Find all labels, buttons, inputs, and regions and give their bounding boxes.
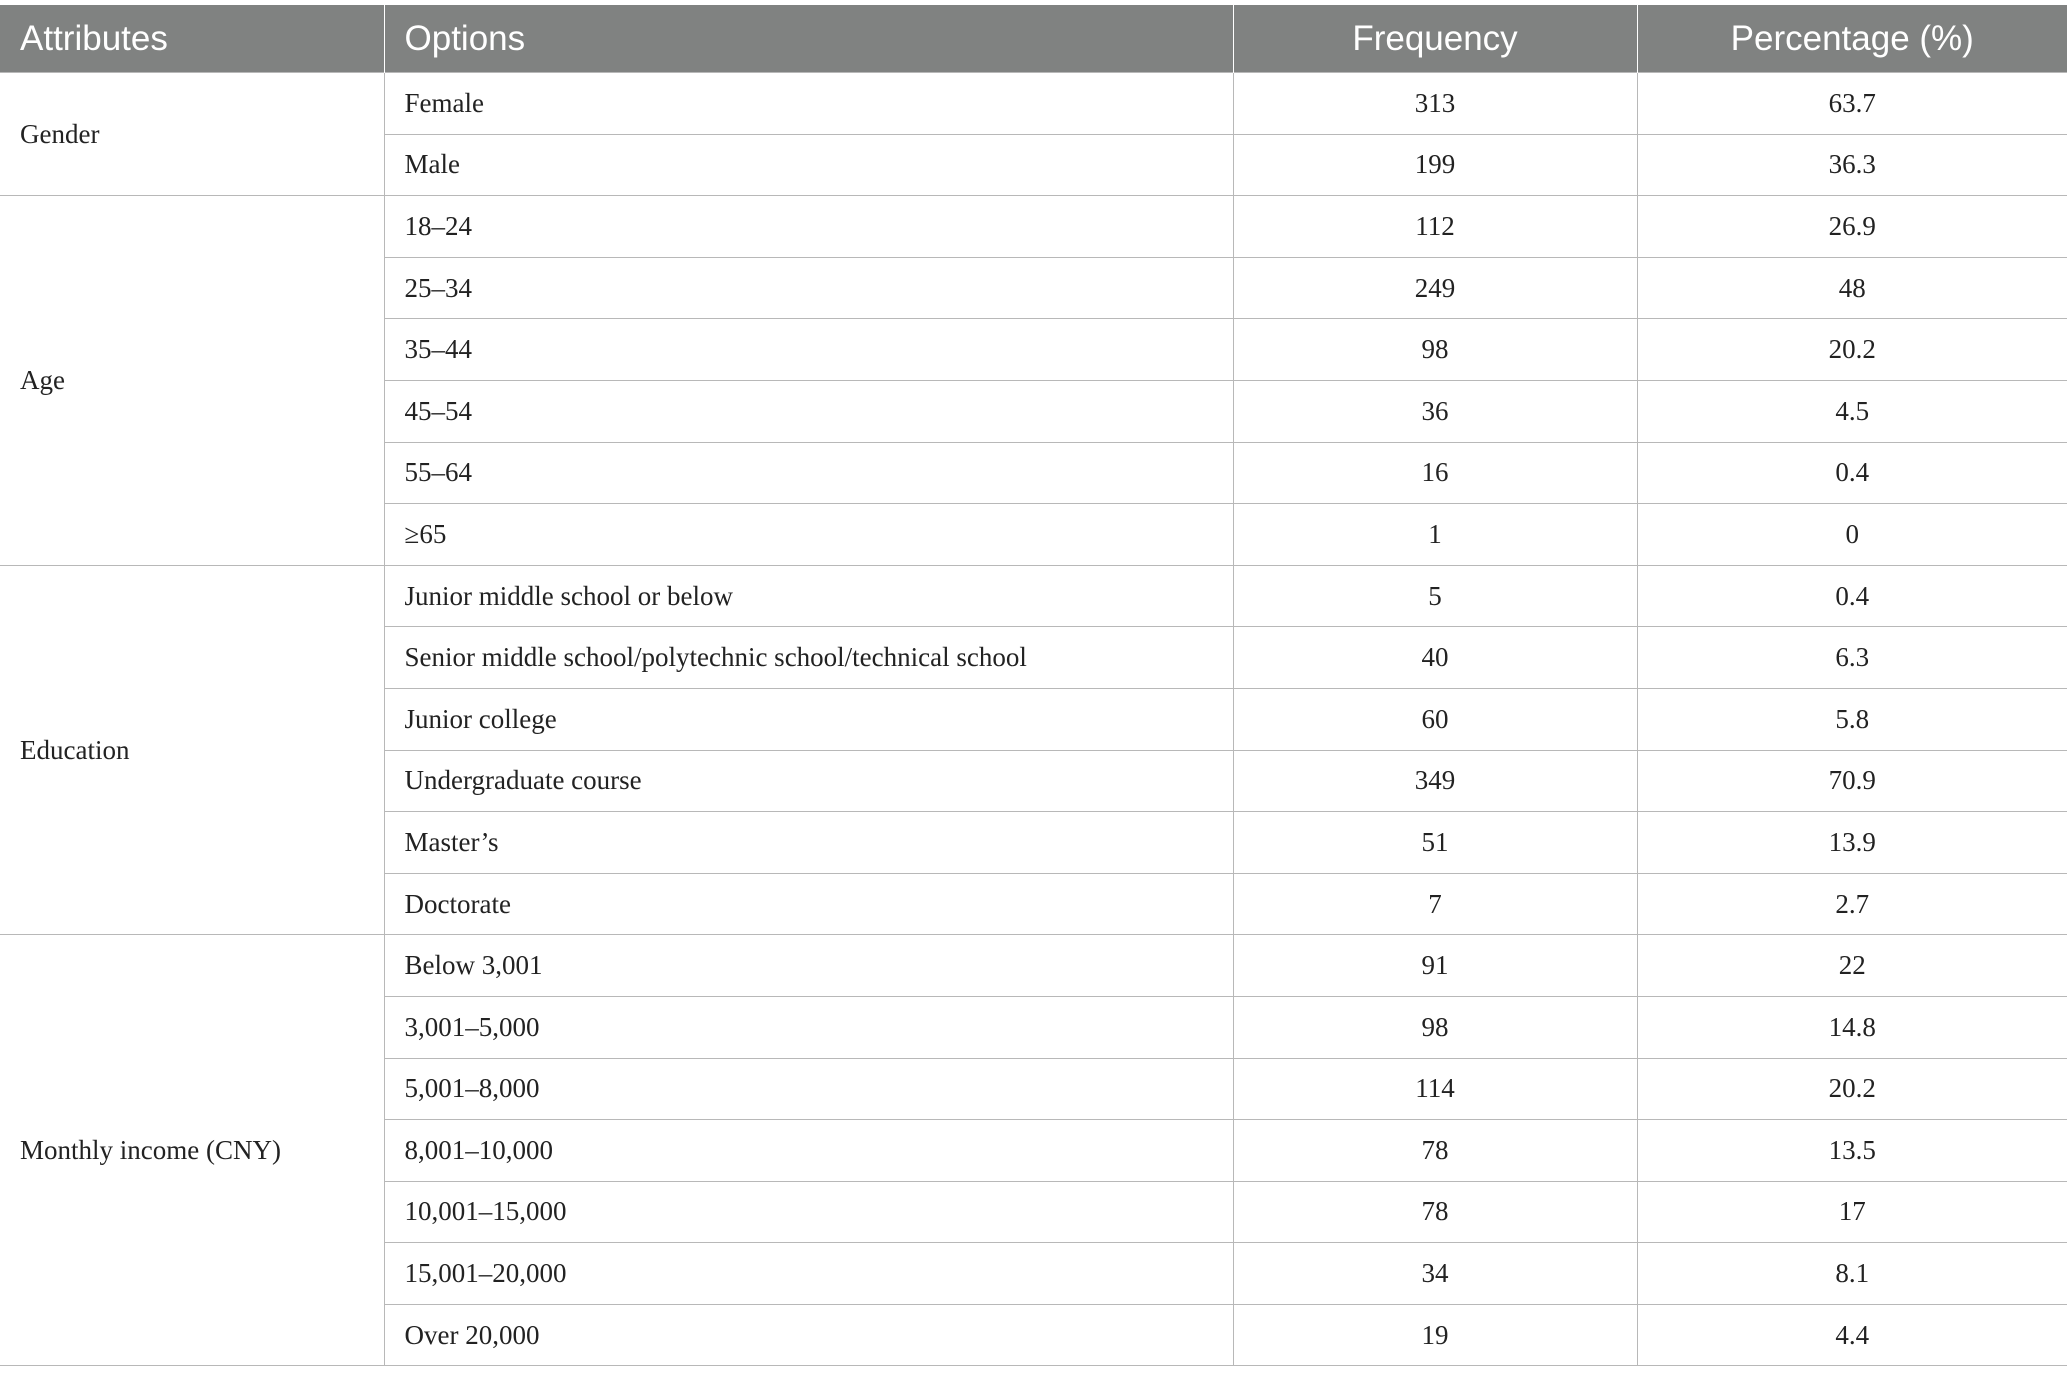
- option-cell: 8,001–10,000: [384, 1120, 1233, 1182]
- percentage-cell: 5.8: [1637, 688, 2067, 750]
- table-row: [0, 565, 2067, 627]
- option-cell: Junior college: [384, 688, 1233, 750]
- frequency-cell: 78: [1233, 1120, 1637, 1182]
- option-cell: Male: [384, 134, 1233, 196]
- percentage-cell: 13.9: [1637, 812, 2067, 874]
- table-row: [0, 73, 2067, 135]
- header-options: Options: [384, 5, 1233, 73]
- frequency-cell: 16: [1233, 442, 1637, 504]
- frequency-cell: 40: [1233, 627, 1637, 689]
- header-percentage: Percentage (%): [1637, 5, 2067, 73]
- percentage-cell: 6.3: [1637, 627, 2067, 689]
- table-body: [0, 73, 2067, 1366]
- frequency-cell: 114: [1233, 1058, 1637, 1120]
- option-cell: Below 3,001: [384, 935, 1233, 997]
- option-cell: 15,001–20,000: [384, 1243, 1233, 1305]
- percentage-cell: 36.3: [1637, 134, 2067, 196]
- frequency-cell: 34: [1233, 1243, 1637, 1305]
- frequency-cell: 249: [1233, 257, 1637, 319]
- frequency-cell: 112: [1233, 196, 1637, 258]
- frequency-cell: 1: [1233, 504, 1637, 566]
- frequency-cell: 313: [1233, 73, 1637, 135]
- table-row: [0, 196, 2067, 258]
- option-cell: 35–44: [384, 319, 1233, 381]
- frequency-cell: 199: [1233, 134, 1637, 196]
- percentage-cell: 26.9: [1637, 196, 2067, 258]
- attribute-cell: Gender: [0, 73, 384, 196]
- percentage-cell: 20.2: [1637, 1058, 2067, 1120]
- frequency-cell: 19: [1233, 1304, 1637, 1366]
- header-row: [0, 5, 2067, 73]
- option-cell: 3,001–5,000: [384, 996, 1233, 1058]
- frequency-cell: 78: [1233, 1181, 1637, 1243]
- header-attributes: Attributes: [0, 5, 384, 73]
- frequency-cell: 5: [1233, 565, 1637, 627]
- frequency-cell: 349: [1233, 750, 1637, 812]
- frequency-cell: 7: [1233, 873, 1637, 935]
- percentage-cell: 70.9: [1637, 750, 2067, 812]
- frequency-cell: 36: [1233, 380, 1637, 442]
- percentage-cell: 0.4: [1637, 442, 2067, 504]
- attribute-cell: Education: [0, 565, 384, 935]
- option-cell: Doctorate: [384, 873, 1233, 935]
- frequency-cell: 98: [1233, 319, 1637, 381]
- percentage-cell: 0: [1637, 504, 2067, 566]
- percentage-cell: 8.1: [1637, 1243, 2067, 1305]
- percentage-cell: 63.7: [1637, 73, 2067, 135]
- option-cell: 5,001–8,000: [384, 1058, 1233, 1120]
- percentage-cell: 4.5: [1637, 380, 2067, 442]
- header-frequency: Frequency: [1233, 5, 1637, 73]
- option-cell: Junior middle school or below: [384, 565, 1233, 627]
- option-cell: 18–24: [384, 196, 1233, 258]
- percentage-cell: 17: [1637, 1181, 2067, 1243]
- option-cell: Senior middle school/polytechnic school/technical school: [384, 627, 1233, 689]
- percentage-cell: 14.8: [1637, 996, 2067, 1058]
- frequency-cell: 98: [1233, 996, 1637, 1058]
- attribute-cell: Monthly income (CNY): [0, 935, 384, 1366]
- frequency-cell: 91: [1233, 935, 1637, 997]
- option-cell: Female: [384, 73, 1233, 135]
- attribute-cell: Age: [0, 196, 384, 566]
- percentage-cell: 2.7: [1637, 873, 2067, 935]
- percentage-cell: 4.4: [1637, 1304, 2067, 1366]
- option-cell: 25–34: [384, 257, 1233, 319]
- demographics-table-container: [0, 5, 2067, 1366]
- option-cell: Master’s: [384, 812, 1233, 874]
- percentage-cell: 20.2: [1637, 319, 2067, 381]
- percentage-cell: 48: [1637, 257, 2067, 319]
- percentage-cell: 13.5: [1637, 1120, 2067, 1182]
- percentage-cell: 22: [1637, 935, 2067, 997]
- option-cell: 10,001–15,000: [384, 1181, 1233, 1243]
- demographics-table: [0, 5, 2067, 1366]
- frequency-cell: 60: [1233, 688, 1637, 750]
- option-cell: Over 20,000: [384, 1304, 1233, 1366]
- option-cell: 45–54: [384, 380, 1233, 442]
- percentage-cell: 0.4: [1637, 565, 2067, 627]
- table-row: [0, 935, 2067, 997]
- option-cell: ≥65: [384, 504, 1233, 566]
- option-cell: 55–64: [384, 442, 1233, 504]
- option-cell: Undergraduate course: [384, 750, 1233, 812]
- frequency-cell: 51: [1233, 812, 1637, 874]
- table-header: [0, 5, 2067, 73]
